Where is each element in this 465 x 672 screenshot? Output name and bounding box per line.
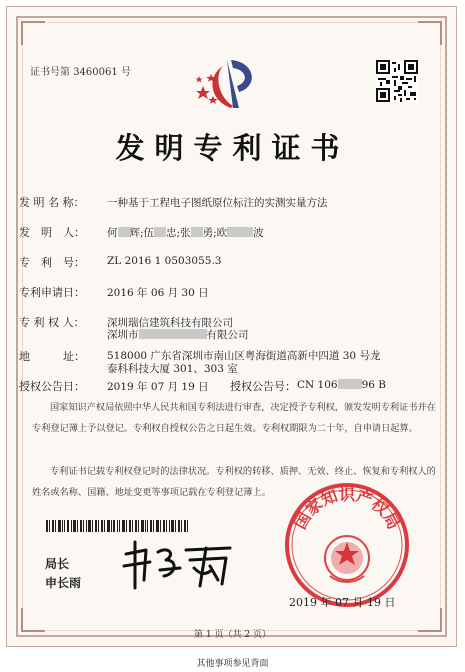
corner-ornament [21,21,45,45]
inventor-label: 发 明 人： [19,226,85,239]
barcode-icon [46,520,188,532]
application-date-label: 专利申请日： [19,286,85,299]
inventor-part: 勇;欧 [202,227,228,239]
inventor-part: 忠;张 [166,227,191,239]
certificate-title: 发明专利证书 [115,131,350,165]
handwritten-signature [120,540,235,592]
grant-number-suffix: 96 B [361,379,387,391]
grant-date: 2019 年 07 月 19 日 [107,381,209,393]
signatory-role: 局长 [45,557,70,571]
official-seal [282,480,412,610]
patentee-2 [107,327,249,342]
patentee-2-suffix: 有限公司 [206,329,249,341]
address-line-2: 泰科科技大厦 301、303 室 [107,363,238,375]
seal-text: 国家知识产权局 [290,485,404,533]
page-number: 第 1 页（共 2 页） [194,630,271,640]
invention-name-label: 发 明 名 称： [19,196,85,209]
inventor-list [107,225,264,240]
svg-text:国家知识产权局 [291,485,404,532]
invention-name: 一种基于工程电子图纸原位标注的实测实量方法 [107,197,328,209]
grant-number-label: 授权公告号： [230,380,296,393]
grant-date-label: 授权公告日： [19,380,85,393]
patentee-label: 专 利 权 人： [19,316,85,329]
inventor-part: 何 [107,227,118,239]
address-line-1: 518000 广东省深圳市南山区粤海街道高新中四道 30 号龙 [107,350,381,362]
redaction-mask [338,379,362,389]
cert-no-label: 证书号第 [30,67,70,78]
redaction-mask [154,227,166,237]
patentee-1: 深圳瑞信建筑科技有限公司 [107,317,233,329]
patent-number-label: 专 利 号： [19,256,85,269]
cert-no-suffix: 号 [120,67,131,78]
seal-date: 2019 年 07 月 19 日 [289,596,396,609]
patentee-2-prefix: 深圳市 [107,329,139,341]
address-label: 地 址： [19,350,85,363]
cert-no-value: 3460061 [73,67,118,78]
inventor-part: 波 [253,227,264,239]
redaction-mask [191,227,203,237]
redaction-mask [227,227,253,237]
cnipa-logo-icon [193,56,263,111]
signatory-name: 申长雨 [45,576,82,590]
grant-number-prefix: CN 106 [297,379,338,391]
redaction-mask [118,227,130,237]
legal-paragraph-1: 国家知识产权局依照中华人民共和国专利法进行审查，决定授予专利权，颁发发明专利证书并在专利登记簿上予以登记。专利权自授权公告之日起生效。专利权期限为二十年，自申请日起算。 [32,402,436,434]
inventor-part: 辉;伍 [129,227,155,239]
certificate-number [30,63,131,78]
patent-number: ZL 2016 1 0503055.3 [107,255,222,267]
grant-number [297,379,386,391]
back-note: 其他事项参见背面 [196,659,269,669]
application-date: 2016 年 06 月 30 日 [107,287,209,299]
qr-code-icon [376,60,418,102]
redaction-mask [139,329,207,339]
legal-paragraph-2: 专利证书记载专利权登记时的法律状况。专利权的转移、质押、无效、终止、恢复和专利权人的姓名或名称、国籍、地址变更等事项记载在专利登记簿上。 [32,466,436,498]
corner-ornament [418,21,442,45]
